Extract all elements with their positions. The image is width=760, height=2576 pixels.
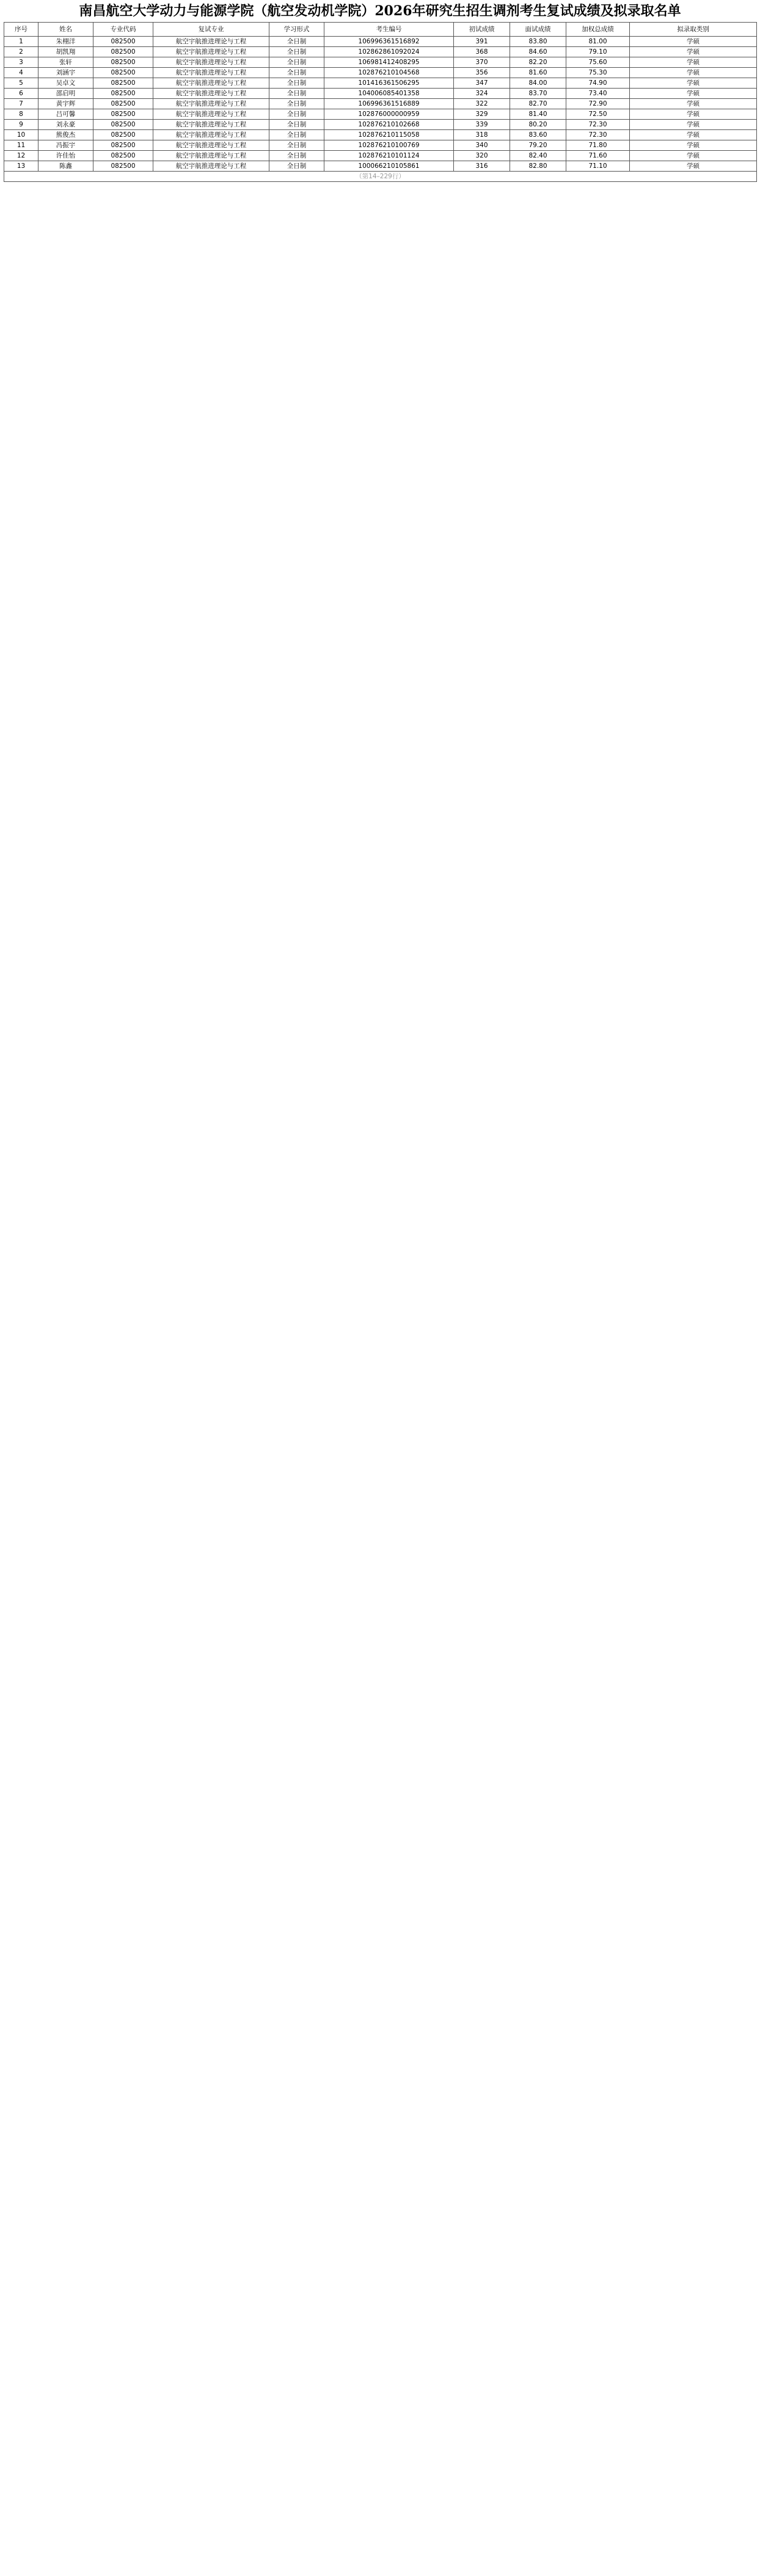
cell-major-code: 082500: [93, 37, 153, 47]
cell-index: 6: [4, 89, 38, 99]
cell-index: 11: [4, 140, 38, 151]
cell-major: 航空宇航推进理论与工程: [153, 109, 269, 120]
cell-study-mode: 全日制: [269, 37, 324, 47]
more-rows-note: （第14–229行）: [4, 172, 757, 182]
cell-name: 冯振宇: [38, 140, 93, 151]
cell-major-code: 082500: [93, 109, 153, 120]
cell-major-code: 082500: [93, 140, 153, 151]
cell-exam-id: 102876210104568: [324, 68, 454, 78]
cell-exam-id: 100066210105861: [324, 161, 454, 172]
cell-name: 胡凯翔: [38, 47, 93, 57]
cell-major-code: 082500: [93, 57, 153, 68]
cell-index: 2: [4, 47, 38, 57]
cell-interview-score: 82.20: [510, 57, 566, 68]
col-header-initial-score: 初试成绩: [454, 23, 510, 37]
cell-name: 熊俊杰: [38, 130, 93, 140]
col-header-index: 序号: [4, 23, 38, 37]
cell-major: 航空宇航推进理论与工程: [153, 140, 269, 151]
table-row: [4, 140, 757, 151]
cell-interview-score: 83.60: [510, 130, 566, 140]
cell-exam-id: 102876210101124: [324, 151, 454, 161]
cell-name: 许佳怡: [38, 151, 93, 161]
cell-index: 3: [4, 57, 38, 68]
cell-name: 吴卓文: [38, 78, 93, 89]
cell-major: 航空宇航推进理论与工程: [153, 120, 269, 130]
cell-total-score: 72.30: [566, 130, 630, 140]
cell-major: 航空宇航推进理论与工程: [153, 161, 269, 172]
table-row: [4, 161, 757, 172]
page-title: 南昌航空大学动力与能源学院（航空发动机学院）2026年研究生招生调剂考生复试成绩及拟录取名单: [79, 3, 681, 19]
cell-interview-score: 81.60: [510, 68, 566, 78]
cell-total-score: 75.30: [566, 68, 630, 78]
cell-name: 陈鑫: [38, 161, 93, 172]
cell-study-mode: 全日制: [269, 57, 324, 68]
cell-major: 航空宇航推进理论与工程: [153, 68, 269, 78]
cell-index: 9: [4, 120, 38, 130]
cell-initial-score: 324: [454, 89, 510, 99]
cell-index: 13: [4, 161, 38, 172]
table-row: [4, 130, 757, 140]
cell-total-score: 73.40: [566, 89, 630, 99]
cell-major-code: 082500: [93, 78, 153, 89]
cell-admission-type: 学硕: [630, 120, 757, 130]
cell-admission-type: 学硕: [630, 99, 757, 109]
cell-initial-score: 320: [454, 151, 510, 161]
cell-study-mode: 全日制: [269, 161, 324, 172]
cell-name: 朱栩洋: [38, 37, 93, 47]
col-header-interview-score: 面试成绩: [510, 23, 566, 37]
cell-index: 8: [4, 109, 38, 120]
cell-total-score: 71.10: [566, 161, 630, 172]
cell-interview-score: 84.60: [510, 47, 566, 57]
cell-initial-score: 316: [454, 161, 510, 172]
table-row: [4, 68, 757, 78]
cell-exam-id: 106996361516892: [324, 37, 454, 47]
cell-exam-id: 102876210115058: [324, 130, 454, 140]
col-header-name: 姓名: [38, 23, 93, 37]
cell-study-mode: 全日制: [269, 47, 324, 57]
cell-initial-score: 329: [454, 109, 510, 120]
cell-study-mode: 全日制: [269, 151, 324, 161]
cell-major: 航空宇航推进理论与工程: [153, 99, 269, 109]
cell-total-score: 79.10: [566, 47, 630, 57]
cell-index: 10: [4, 130, 38, 140]
cell-initial-score: 368: [454, 47, 510, 57]
cell-initial-score: 318: [454, 130, 510, 140]
cell-total-score: 72.50: [566, 109, 630, 120]
cell-admission-type: 学硕: [630, 47, 757, 57]
cell-study-mode: 全日制: [269, 89, 324, 99]
cell-total-score: 81.00: [566, 37, 630, 47]
cell-index: 12: [4, 151, 38, 161]
cell-major: 航空宇航推进理论与工程: [153, 89, 269, 99]
cell-major: 航空宇航推进理论与工程: [153, 130, 269, 140]
cell-exam-id: 101416361506295: [324, 78, 454, 89]
cell-study-mode: 全日制: [269, 78, 324, 89]
cell-interview-score: 82.70: [510, 99, 566, 109]
cell-name: 张轩: [38, 57, 93, 68]
cell-interview-score: 80.20: [510, 120, 566, 130]
cell-exam-id: 104006085401358: [324, 89, 454, 99]
table-row: [4, 99, 757, 109]
cell-exam-id: 102876000000959: [324, 109, 454, 120]
cell-initial-score: 356: [454, 68, 510, 78]
cell-name: 刘永豪: [38, 120, 93, 130]
table-row: [4, 78, 757, 89]
cell-interview-score: 83.80: [510, 37, 566, 47]
table-row: [4, 57, 757, 68]
table-row: [4, 89, 757, 99]
cell-initial-score: 322: [454, 99, 510, 109]
cell-name: 吕可馨: [38, 109, 93, 120]
cell-initial-score: 340: [454, 140, 510, 151]
cell-exam-id: 102876210102668: [324, 120, 454, 130]
cell-exam-id: 102876210100769: [324, 140, 454, 151]
cell-study-mode: 全日制: [269, 120, 324, 130]
cell-major-code: 082500: [93, 68, 153, 78]
col-header-exam-id: 考生编号: [324, 23, 454, 37]
cell-admission-type: 学硕: [630, 89, 757, 99]
cell-study-mode: 全日制: [269, 130, 324, 140]
cell-admission-type: 学硕: [630, 57, 757, 68]
cell-initial-score: 339: [454, 120, 510, 130]
col-header-study-mode: 学习形式: [269, 23, 324, 37]
table-row: [4, 151, 757, 161]
cell-name: 邵启明: [38, 89, 93, 99]
cell-total-score: 75.60: [566, 57, 630, 68]
cell-admission-type: 学硕: [630, 151, 757, 161]
col-header-major-code: 专业代码: [93, 23, 153, 37]
cell-major: 航空宇航推进理论与工程: [153, 37, 269, 47]
cell-total-score: 74.90: [566, 78, 630, 89]
cell-total-score: 71.60: [566, 151, 630, 161]
cell-study-mode: 全日制: [269, 109, 324, 120]
cell-total-score: 72.90: [566, 99, 630, 109]
cell-index: 1: [4, 37, 38, 47]
cell-name: 黄宇辉: [38, 99, 93, 109]
cell-study-mode: 全日制: [269, 99, 324, 109]
cell-admission-type: 学硕: [630, 37, 757, 47]
cell-study-mode: 全日制: [269, 140, 324, 151]
cell-admission-type: 学硕: [630, 68, 757, 78]
cell-major: 航空宇航推进理论与工程: [153, 57, 269, 68]
cell-admission-type: 学硕: [630, 161, 757, 172]
cell-initial-score: 391: [454, 37, 510, 47]
cell-exam-id: 102862861092024: [324, 47, 454, 57]
cell-interview-score: 79.20: [510, 140, 566, 151]
cell-admission-type: 学硕: [630, 130, 757, 140]
cell-total-score: 72.30: [566, 120, 630, 130]
cell-index: 7: [4, 99, 38, 109]
more-rows: [4, 172, 757, 182]
cell-admission-type: 学硕: [630, 78, 757, 89]
col-header-total-score: 加权总成绩: [566, 23, 630, 37]
cell-major-code: 082500: [93, 89, 153, 99]
cell-initial-score: 347: [454, 78, 510, 89]
col-header-major: 复试专业: [153, 23, 269, 37]
cell-exam-id: 106981412408295: [324, 57, 454, 68]
cell-study-mode: 全日制: [269, 68, 324, 78]
cell-major-code: 082500: [93, 161, 153, 172]
cell-initial-score: 370: [454, 57, 510, 68]
cell-interview-score: 82.80: [510, 161, 566, 172]
score-table: [4, 22, 757, 182]
cell-total-score: 71.80: [566, 140, 630, 151]
cell-major-code: 082500: [93, 99, 153, 109]
cell-interview-score: 84.00: [510, 78, 566, 89]
cell-admission-type: 学硕: [630, 140, 757, 151]
cell-interview-score: 82.40: [510, 151, 566, 161]
cell-major: 航空宇航推进理论与工程: [153, 151, 269, 161]
cell-major: 航空宇航推进理论与工程: [153, 47, 269, 57]
table-row: [4, 37, 757, 47]
cell-major: 航空宇航推进理论与工程: [153, 78, 269, 89]
cell-admission-type: 学硕: [630, 109, 757, 120]
cell-major-code: 082500: [93, 130, 153, 140]
cell-major-code: 082500: [93, 120, 153, 130]
cell-major-code: 082500: [93, 151, 153, 161]
cell-interview-score: 83.70: [510, 89, 566, 99]
cell-index: 4: [4, 68, 38, 78]
cell-major-code: 082500: [93, 47, 153, 57]
cell-name: 刘涵宇: [38, 68, 93, 78]
col-header-admission-type: 拟录取类别: [630, 23, 757, 37]
cell-index: 5: [4, 78, 38, 89]
table-row: [4, 109, 757, 120]
table-row: [4, 120, 757, 130]
cell-interview-score: 81.40: [510, 109, 566, 120]
header-row: [4, 23, 757, 37]
cell-exam-id: 106996361516889: [324, 99, 454, 109]
table-row: [4, 47, 757, 57]
